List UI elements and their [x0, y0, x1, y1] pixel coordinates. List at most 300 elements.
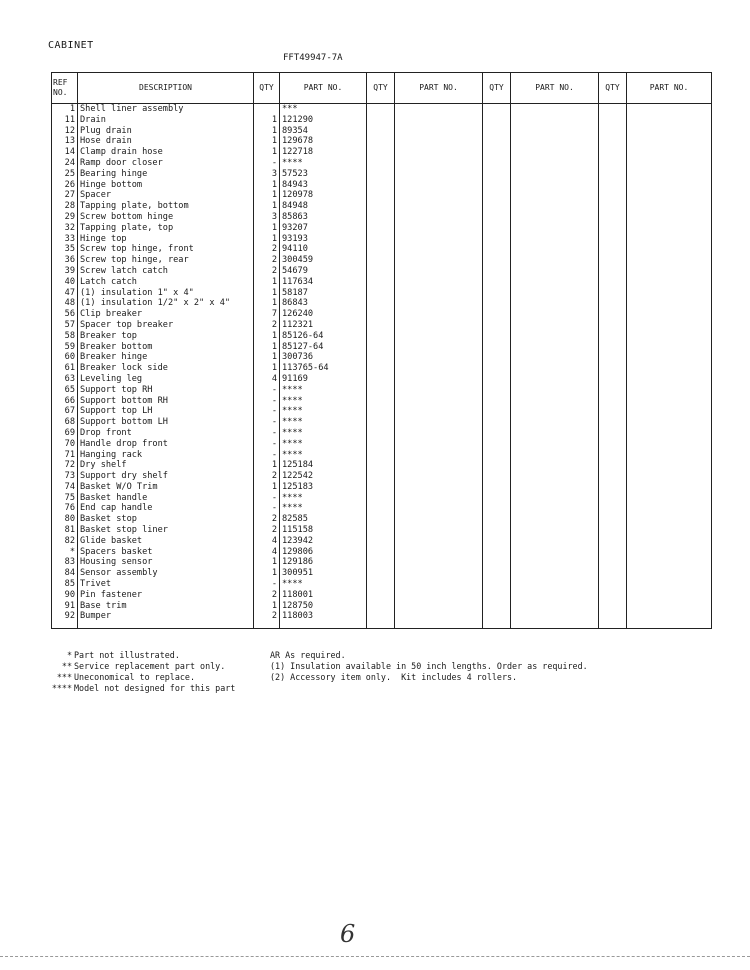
- empty-qty-cell: [599, 234, 627, 245]
- ref-cell: 27: [52, 190, 78, 201]
- ref-cell: 92: [52, 611, 78, 628]
- empty-qty-cell: [483, 169, 511, 180]
- empty-part-cell: [511, 450, 599, 461]
- empty-part-cell: [627, 460, 712, 471]
- empty-part-cell: [395, 450, 483, 461]
- empty-qty-cell: [483, 342, 511, 353]
- ref-cell: 66: [52, 396, 78, 407]
- empty-part-cell: [395, 514, 483, 525]
- empty-qty-cell: [599, 147, 627, 158]
- part-number-cell: 113765-64: [280, 363, 367, 374]
- empty-qty-cell: [367, 514, 395, 525]
- empty-qty-cell: [483, 352, 511, 363]
- empty-qty-cell: [367, 536, 395, 547]
- empty-qty-cell: [367, 115, 395, 126]
- empty-qty-cell: [599, 536, 627, 547]
- qty-cell: -: [254, 385, 280, 396]
- footnote-item: (1) Insulation available in 50 inch lengths. Order as required.: [270, 661, 588, 671]
- description-cell: Hinge bottom: [78, 180, 254, 191]
- part-number-cell: ****: [280, 158, 367, 169]
- table-row: [52, 417, 712, 428]
- empty-qty-cell: [599, 277, 627, 288]
- description-cell: Spacer: [78, 190, 254, 201]
- table-row: [52, 439, 712, 450]
- description-cell: Bearing hinge: [78, 169, 254, 180]
- empty-qty-cell: [367, 450, 395, 461]
- ref-cell: 36: [52, 255, 78, 266]
- ref-cell: 73: [52, 471, 78, 482]
- empty-part-cell: [511, 536, 599, 547]
- qty-cell: -: [254, 503, 280, 514]
- part-header: PART NO.: [395, 73, 483, 104]
- empty-part-cell: [395, 406, 483, 417]
- table-row: [52, 493, 712, 504]
- table-row: [52, 255, 712, 266]
- empty-qty-cell: [599, 406, 627, 417]
- part-number-cell: 93193: [280, 234, 367, 245]
- empty-part-cell: [627, 158, 712, 169]
- empty-part-cell: [395, 212, 483, 223]
- ref-cell: 76: [52, 503, 78, 514]
- description-cell: Support top RH: [78, 385, 254, 396]
- empty-qty-cell: [599, 385, 627, 396]
- empty-qty-cell: [599, 255, 627, 266]
- empty-qty-cell: [599, 460, 627, 471]
- table-row: [52, 298, 712, 309]
- table-row: [52, 190, 712, 201]
- empty-qty-cell: [483, 406, 511, 417]
- table-row: [52, 115, 712, 126]
- empty-qty-cell: [483, 611, 511, 628]
- description-cell: (1) insulation 1" x 4": [78, 288, 254, 299]
- part-number-cell: 115158: [280, 525, 367, 536]
- ref-cell: 60: [52, 352, 78, 363]
- ref-cell: 80: [52, 514, 78, 525]
- part-number-cell: 82585: [280, 514, 367, 525]
- empty-qty-cell: [367, 525, 395, 536]
- empty-qty-cell: [599, 104, 627, 115]
- part-number-cell: ****: [280, 450, 367, 461]
- empty-part-cell: [395, 568, 483, 579]
- qty-cell: 3: [254, 169, 280, 180]
- empty-part-cell: [395, 255, 483, 266]
- description-cell: Breaker top: [78, 331, 254, 342]
- empty-part-cell: [395, 611, 483, 628]
- empty-qty-cell: [599, 136, 627, 147]
- part-number-cell: 128750: [280, 601, 367, 612]
- table-row: [52, 352, 712, 363]
- empty-qty-cell: [367, 374, 395, 385]
- qty-cell: 1: [254, 482, 280, 493]
- empty-qty-cell: [367, 428, 395, 439]
- empty-qty-cell: [367, 579, 395, 590]
- empty-part-cell: [511, 611, 599, 628]
- empty-part-cell: [395, 428, 483, 439]
- empty-qty-cell: [483, 158, 511, 169]
- empty-part-cell: [395, 136, 483, 147]
- empty-part-cell: [511, 557, 599, 568]
- empty-part-cell: [395, 298, 483, 309]
- bottom-scan-rule: [0, 956, 750, 957]
- empty-qty-cell: [599, 309, 627, 320]
- part-number-cell: ****: [280, 396, 367, 407]
- part-number-cell: ****: [280, 579, 367, 590]
- empty-part-cell: [395, 234, 483, 245]
- description-cell: Bumper: [78, 611, 254, 628]
- empty-qty-cell: [599, 320, 627, 331]
- description-cell: Breaker lock side: [78, 363, 254, 374]
- empty-qty-cell: [599, 115, 627, 126]
- table-row: [52, 428, 712, 439]
- parts-table-body: [52, 104, 712, 629]
- empty-part-cell: [395, 331, 483, 342]
- empty-qty-cell: [599, 568, 627, 579]
- qty-cell: 1: [254, 136, 280, 147]
- qty-cell: 1: [254, 201, 280, 212]
- footnote-symbol: **: [61, 661, 72, 671]
- ref-cell: 63: [52, 374, 78, 385]
- empty-qty-cell: [483, 417, 511, 428]
- empty-qty-cell: [483, 288, 511, 299]
- empty-qty-cell: [599, 331, 627, 342]
- empty-qty-cell: [599, 547, 627, 558]
- empty-qty-cell: [483, 374, 511, 385]
- empty-part-cell: [395, 396, 483, 407]
- part-header: PART NO.: [280, 73, 367, 104]
- empty-qty-cell: [599, 396, 627, 407]
- empty-part-cell: [627, 363, 712, 374]
- empty-qty-cell: [367, 547, 395, 558]
- footnotes-symbols: [40, 650, 240, 694]
- empty-part-cell: [511, 331, 599, 342]
- empty-part-cell: [395, 244, 483, 255]
- empty-part-cell: [511, 352, 599, 363]
- table-row: [52, 266, 712, 277]
- part-number-cell: 117634: [280, 277, 367, 288]
- part-number-cell: 84948: [280, 201, 367, 212]
- table-row: [52, 331, 712, 342]
- empty-qty-cell: [483, 266, 511, 277]
- qty-cell: -: [254, 158, 280, 169]
- empty-qty-cell: [483, 514, 511, 525]
- part-number-cell: 85863: [280, 212, 367, 223]
- qty-cell: 7: [254, 309, 280, 320]
- table-row: [52, 374, 712, 385]
- part-number-cell: ****: [280, 503, 367, 514]
- description-cell: Glide basket: [78, 536, 254, 547]
- empty-qty-cell: [483, 320, 511, 331]
- ref-cell: 83: [52, 557, 78, 568]
- empty-part-cell: [511, 579, 599, 590]
- empty-qty-cell: [483, 277, 511, 288]
- empty-qty-cell: [367, 460, 395, 471]
- empty-part-cell: [511, 255, 599, 266]
- table-row: [52, 579, 712, 590]
- empty-qty-cell: [483, 525, 511, 536]
- empty-qty-cell: [483, 126, 511, 137]
- empty-qty-cell: [367, 611, 395, 628]
- empty-qty-cell: [599, 482, 627, 493]
- empty-qty-cell: [483, 503, 511, 514]
- part-number-cell: 89354: [280, 126, 367, 137]
- empty-part-cell: [511, 277, 599, 288]
- empty-part-cell: [511, 126, 599, 137]
- qty-cell: -: [254, 417, 280, 428]
- part-number-cell: 54679: [280, 266, 367, 277]
- empty-part-cell: [627, 611, 712, 628]
- empty-part-cell: [395, 104, 483, 115]
- empty-qty-cell: [483, 568, 511, 579]
- part-number-cell: 122718: [280, 147, 367, 158]
- table-row: [52, 212, 712, 223]
- table-row: [52, 396, 712, 407]
- qty-header: QTY: [599, 73, 627, 104]
- empty-qty-cell: [483, 590, 511, 601]
- qty-cell: -: [254, 450, 280, 461]
- empty-part-cell: [511, 320, 599, 331]
- ref-cell: 71: [52, 450, 78, 461]
- footnote-item: [40, 650, 240, 661]
- empty-part-cell: [395, 115, 483, 126]
- ref-cell: 74: [52, 482, 78, 493]
- ref-cell: 72: [52, 460, 78, 471]
- description-cell: Shell liner assembly: [78, 104, 254, 115]
- empty-part-cell: [395, 547, 483, 558]
- empty-part-cell: [511, 363, 599, 374]
- empty-qty-cell: [483, 493, 511, 504]
- table-row: [52, 126, 712, 137]
- part-number-cell: 300951: [280, 568, 367, 579]
- empty-part-cell: [627, 471, 712, 482]
- description-cell: Screw latch catch: [78, 266, 254, 277]
- empty-qty-cell: [599, 417, 627, 428]
- description-cell: Pin fastener: [78, 590, 254, 601]
- part-number-cell: 118003: [280, 611, 367, 628]
- description-cell: Housing sensor: [78, 557, 254, 568]
- qty-cell: 3: [254, 212, 280, 223]
- qty-cell: -: [254, 396, 280, 407]
- empty-qty-cell: [599, 212, 627, 223]
- part-number-cell: 94110: [280, 244, 367, 255]
- description-cell: Hose drain: [78, 136, 254, 147]
- part-number-cell: 91169: [280, 374, 367, 385]
- empty-part-cell: [395, 503, 483, 514]
- empty-qty-cell: [367, 601, 395, 612]
- footnote-item: [40, 683, 240, 694]
- empty-qty-cell: [599, 439, 627, 450]
- empty-qty-cell: [483, 601, 511, 612]
- qty-cell: 1: [254, 557, 280, 568]
- empty-part-cell: [627, 309, 712, 320]
- ref-cell: 81: [52, 525, 78, 536]
- ref-cell: 1: [52, 104, 78, 115]
- ref-cell: 56: [52, 309, 78, 320]
- table-row: [52, 471, 712, 482]
- empty-part-cell: [511, 493, 599, 504]
- empty-qty-cell: [483, 460, 511, 471]
- empty-qty-cell: [483, 201, 511, 212]
- empty-qty-cell: [367, 255, 395, 266]
- qty-cell: 1: [254, 568, 280, 579]
- qty-cell: 2: [254, 266, 280, 277]
- qty-cell: -: [254, 579, 280, 590]
- empty-part-cell: [395, 417, 483, 428]
- empty-part-cell: [511, 601, 599, 612]
- table-row: [52, 234, 712, 245]
- empty-part-cell: [511, 223, 599, 234]
- qty-cell: -: [254, 493, 280, 504]
- qty-cell: 2: [254, 590, 280, 601]
- empty-part-cell: [627, 342, 712, 353]
- description-cell: Screw top hinge, front: [78, 244, 254, 255]
- empty-qty-cell: [367, 590, 395, 601]
- empty-qty-cell: [599, 158, 627, 169]
- empty-part-cell: [511, 503, 599, 514]
- ref-cell: 29: [52, 212, 78, 223]
- ref-cell: 12: [52, 126, 78, 137]
- table-row: [52, 557, 712, 568]
- empty-qty-cell: [483, 439, 511, 450]
- qty-cell: 2: [254, 255, 280, 266]
- table-row: [52, 104, 712, 115]
- ref-cell: 48: [52, 298, 78, 309]
- ref-cell: 61: [52, 363, 78, 374]
- empty-part-cell: [395, 385, 483, 396]
- part-number-cell: 123942: [280, 536, 367, 547]
- empty-qty-cell: [367, 158, 395, 169]
- empty-part-cell: [627, 331, 712, 342]
- empty-part-cell: [395, 126, 483, 137]
- empty-qty-cell: [599, 342, 627, 353]
- part-number-cell: 125184: [280, 460, 367, 471]
- empty-part-cell: [395, 342, 483, 353]
- empty-qty-cell: [367, 212, 395, 223]
- empty-qty-cell: [483, 234, 511, 245]
- part-number-cell: ****: [280, 439, 367, 450]
- description-cell: Clamp drain hose: [78, 147, 254, 158]
- part-number-cell: 125183: [280, 482, 367, 493]
- table-row: [52, 201, 712, 212]
- empty-part-cell: [627, 104, 712, 115]
- empty-qty-cell: [483, 136, 511, 147]
- empty-qty-cell: [599, 471, 627, 482]
- empty-part-cell: [627, 180, 712, 191]
- empty-qty-cell: [483, 385, 511, 396]
- qty-cell: 1: [254, 234, 280, 245]
- part-header: PART NO.: [627, 73, 712, 104]
- description-cell: Base trim: [78, 601, 254, 612]
- empty-qty-cell: [599, 244, 627, 255]
- footnote-symbol: ****: [51, 683, 72, 693]
- table-row: [52, 147, 712, 158]
- table-row: [52, 450, 712, 461]
- empty-part-cell: [511, 374, 599, 385]
- part-number-cell: 93207: [280, 223, 367, 234]
- qty-cell: 2: [254, 514, 280, 525]
- empty-part-cell: [627, 396, 712, 407]
- empty-qty-cell: [367, 190, 395, 201]
- empty-part-cell: [395, 277, 483, 288]
- part-number-cell: ****: [280, 385, 367, 396]
- ref-cell: 13: [52, 136, 78, 147]
- empty-qty-cell: [599, 579, 627, 590]
- part-number-cell: 120978: [280, 190, 367, 201]
- ref-cell: 85: [52, 579, 78, 590]
- empty-qty-cell: [367, 244, 395, 255]
- ref-cell: 47: [52, 288, 78, 299]
- empty-qty-cell: [483, 147, 511, 158]
- empty-part-cell: [511, 169, 599, 180]
- empty-part-cell: [627, 277, 712, 288]
- empty-part-cell: [511, 417, 599, 428]
- empty-qty-cell: [367, 180, 395, 191]
- ref-cell: 28: [52, 201, 78, 212]
- empty-qty-cell: [599, 525, 627, 536]
- empty-qty-cell: [599, 428, 627, 439]
- ref-cell: 91: [52, 601, 78, 612]
- empty-qty-cell: [367, 234, 395, 245]
- empty-qty-cell: [599, 266, 627, 277]
- empty-part-cell: [627, 579, 712, 590]
- table-row: [52, 169, 712, 180]
- empty-part-cell: [627, 547, 712, 558]
- empty-part-cell: [627, 374, 712, 385]
- empty-qty-cell: [483, 579, 511, 590]
- empty-part-cell: [627, 482, 712, 493]
- description-cell: Trivet: [78, 579, 254, 590]
- empty-part-cell: [627, 201, 712, 212]
- qty-cell: -: [254, 428, 280, 439]
- qty-cell: 1: [254, 147, 280, 158]
- qty-cell: 2: [254, 525, 280, 536]
- description-cell: (1) insulation 1/2" x 2" x 4": [78, 298, 254, 309]
- empty-part-cell: [511, 406, 599, 417]
- description-cell: Hanging rack: [78, 450, 254, 461]
- part-number-cell: ****: [280, 406, 367, 417]
- empty-qty-cell: [367, 277, 395, 288]
- empty-part-cell: [627, 147, 712, 158]
- ref-cell: 24: [52, 158, 78, 169]
- footnote-symbol: ***: [56, 672, 72, 682]
- empty-part-cell: [511, 428, 599, 439]
- ref-cell: 90: [52, 590, 78, 601]
- qty-cell: 1: [254, 180, 280, 191]
- description-cell: Handle drop front: [78, 439, 254, 450]
- description-cell: Basket W/O Trim: [78, 482, 254, 493]
- empty-part-cell: [627, 136, 712, 147]
- table-row: [52, 482, 712, 493]
- qty-cell: -: [254, 406, 280, 417]
- empty-qty-cell: [483, 428, 511, 439]
- empty-part-cell: [627, 234, 712, 245]
- empty-qty-cell: [599, 190, 627, 201]
- empty-part-cell: [627, 503, 712, 514]
- empty-part-cell: [627, 255, 712, 266]
- empty-part-cell: [511, 288, 599, 299]
- part-number-cell: 300459: [280, 255, 367, 266]
- empty-qty-cell: [367, 104, 395, 115]
- table-row: [52, 158, 712, 169]
- table-row: [52, 136, 712, 147]
- empty-part-cell: [395, 460, 483, 471]
- description-cell: Breaker hinge: [78, 352, 254, 363]
- empty-qty-cell: [367, 363, 395, 374]
- footnote-item: (2) Accessory item only. Kit includes 4 rollers.: [270, 672, 518, 682]
- qty-cell: [254, 104, 280, 115]
- table-row: [52, 547, 712, 558]
- empty-part-cell: [627, 320, 712, 331]
- part-number-cell: 58187: [280, 288, 367, 299]
